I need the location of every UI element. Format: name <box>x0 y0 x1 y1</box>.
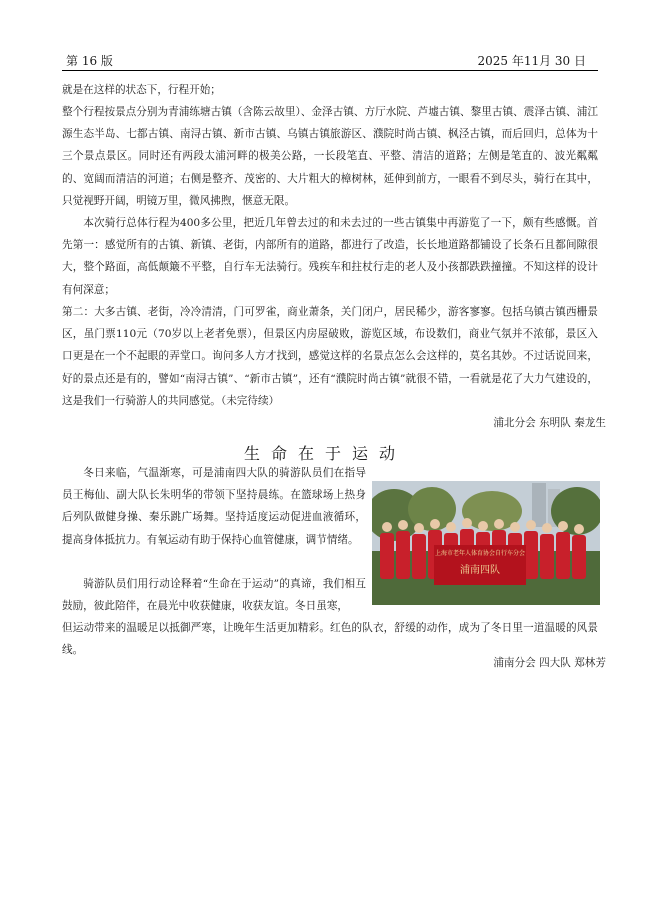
article1-para-1: 就是在这样的状态下，行程开始； <box>62 84 221 96</box>
page-header <box>62 52 598 71</box>
article1-para-2: 整个行程按景点分别为青浦练塘古镇（含陈云故里）、金泽古镇、方厅水院、芦墟古镇、黎里古镇、震泽古镇、浦江源生态半岛、七都古镇、南浔古镇、新市古镇、乌镇古镇旅游区、濮院时尚古镇、枫泾古镇，而后回归，总体为十三个景点景区。同时还有两段太浦河畔的极美公路，一长段笔直、平整、清洁的道路；左侧是笔直的、波光粼粼的、宽阔而清洁的河道；右侧是整齐、茂密的、大片粗大的樟树林，延伸到前方，一眼看不到尽头，骑行在其中，只觉视野开阔，明镜万里，微风拂煦，惬意无限。 <box>62 106 598 207</box>
article2-title: 生命在于运动 <box>243 444 406 463</box>
article2-para-2a: 骑游队员们用行动诠释着“生命在于运动”的真谛，我们相互鼓励，彼此陪伴，在晨光中收获健康，收获友谊。冬日虽寒， <box>62 578 366 613</box>
banner-text: 上海市老年人体育协会自行车分会 <box>434 550 526 557</box>
article1-para-4: 第二：大多古镇、老街，冷冷清清，门可罗雀，商业萧条，关门闭户，居民稀少，游客寥寥。包括乌镇古镇西栅景区，虽门票110元（70岁以上老者免票），但景区内房屋破败，游览区域，布设数们，商业气氛并不浓郁，景区入口更是在一个不起眼的弄堂口。询问多人方才找到，感觉这样的名景点怎么会这样的，莫名其妙。不过话说回来，好的景点还是有的，譬如“南浔古镇”、“新市古镇”，还有“濮院时尚古镇”就很不错，一看就是花了大力气建设的，这是我们一行骑游人的共同感觉。（未完待续） <box>62 306 598 407</box>
page-number: 第 16 版 <box>66 54 113 68</box>
article2-para-2b: 但运动带来的温暖足以抵御严寒，让晚年生活更加精彩。红色的队衣，舒缓的动作，成为了冬日里一道温暖的风景线。 <box>62 622 598 657</box>
article1-para-3: 本次骑行总体行程为400多公里，把近几年曾去过的和未去过的一些古镇集中再游览了一下，颇有些感慨。首先第一：感觉所有的古镇、新镇、老街，内部所有的道路，都进行了改造，长长地道路都铺设了长条石且都间隙很大，整个路面，高低颠簸不平整，自行车无法骑行。残疾车和拄杖行走的老人及小孩都跌跌撞撞。不知这样的设计有何深意； <box>62 217 598 296</box>
article1-signature: 浦北分会 东明队 秦龙生 <box>493 417 606 429</box>
article2-para-1: 冬日来临，气温渐寒，可是浦南四大队的骑游队员们在指导员王梅仙、副大队长朱明华的带领下坚持晨练。在篮球场上热身后列队做健身操、秦乐跳广场舞。坚持适度运动促进血液循环，提高身体抵抗力。有氧运动有助于保持心血管健康，调节情绪。 <box>62 467 366 546</box>
article2-signature: 浦南分会 四大队 郑林芳 <box>493 657 606 669</box>
group-photo <box>372 481 600 605</box>
issue-date: 2025 年11月 30 日 <box>477 54 586 68</box>
banner-label: 浦南四队 <box>460 565 500 576</box>
